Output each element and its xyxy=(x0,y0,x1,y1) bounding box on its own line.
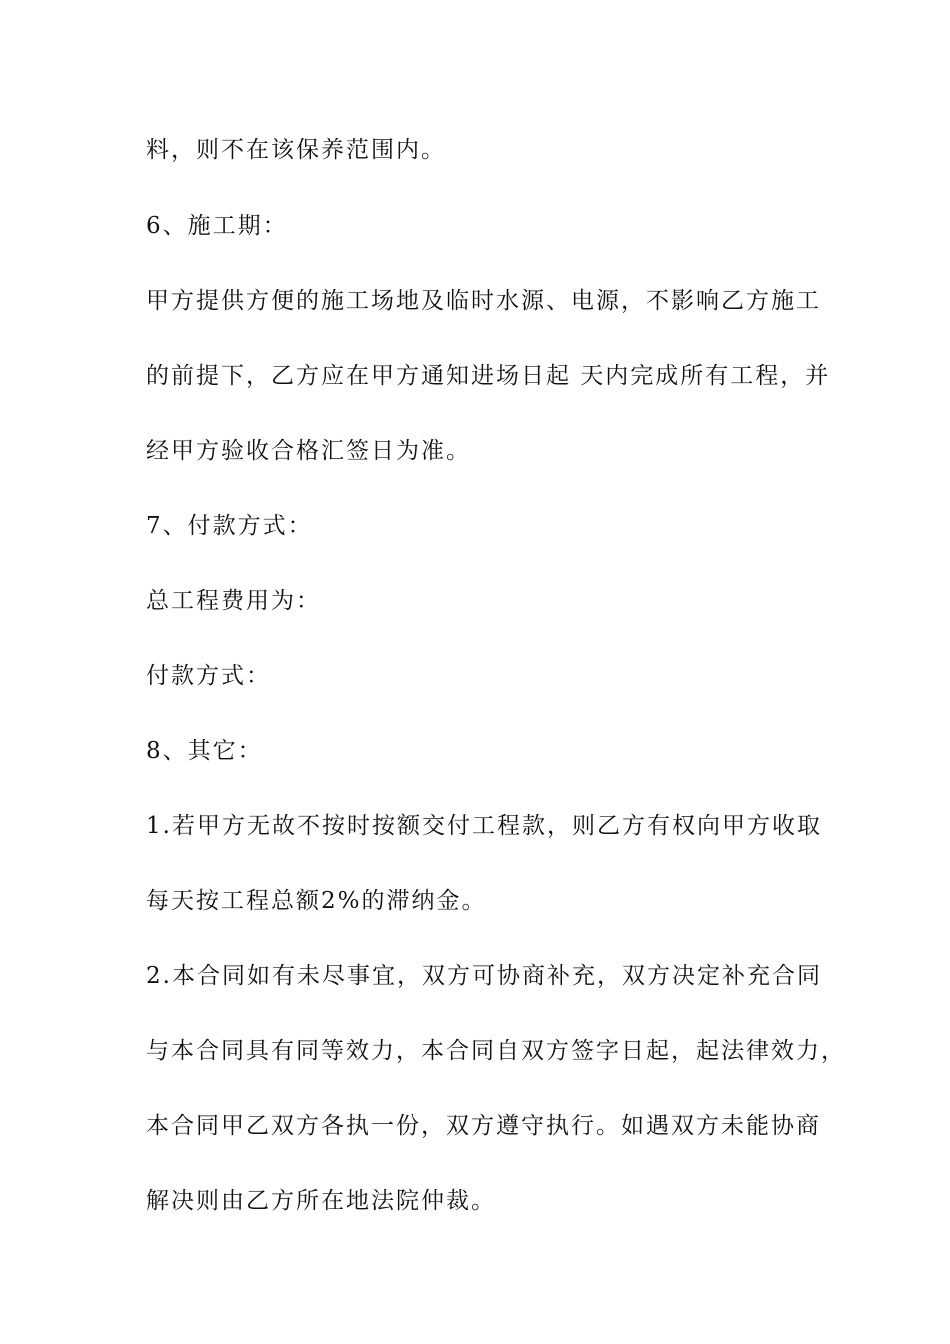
text-line: 本合同甲乙双方各执一份，双方遵守执行。如遇双方未能协商 xyxy=(146,1113,821,1139)
text-line: 1.若甲方无故不按时按额交付工程款，则乙方有权向甲方收取 xyxy=(146,813,822,839)
text-line: 料，则不在该保养范围内。 xyxy=(146,137,446,163)
text-line: 每天按工程总额2%的滞纳金。 xyxy=(146,888,487,914)
text-line: 付款方式： xyxy=(146,663,271,689)
text-line: 与本合同具有同等效力，本合同自双方签字日起，起法律效力， xyxy=(146,1038,846,1064)
section-heading-payment-method: 7、付款方式： xyxy=(146,513,313,539)
text-line: 2.本合同如有未尽事宜，双方可协商补充，双方决定补充合同 xyxy=(146,963,822,989)
text-line: 总工程费用为： xyxy=(146,588,321,614)
section-heading-other: 8、其它： xyxy=(146,738,263,764)
text-line: 甲方提供方便的施工场地及临时水源、电源，不影响乙方施工 xyxy=(146,288,821,314)
section-heading-construction-period: 6、施工期： xyxy=(146,213,288,239)
text-line: 经甲方验收合格汇签日为准。 xyxy=(146,438,471,464)
text-line: 的前提下，乙方应在甲方通知进场日起 天内完成所有工程，并 xyxy=(146,363,831,389)
text-line: 解决则由乙方所在地法院仲裁。 xyxy=(146,1188,496,1214)
